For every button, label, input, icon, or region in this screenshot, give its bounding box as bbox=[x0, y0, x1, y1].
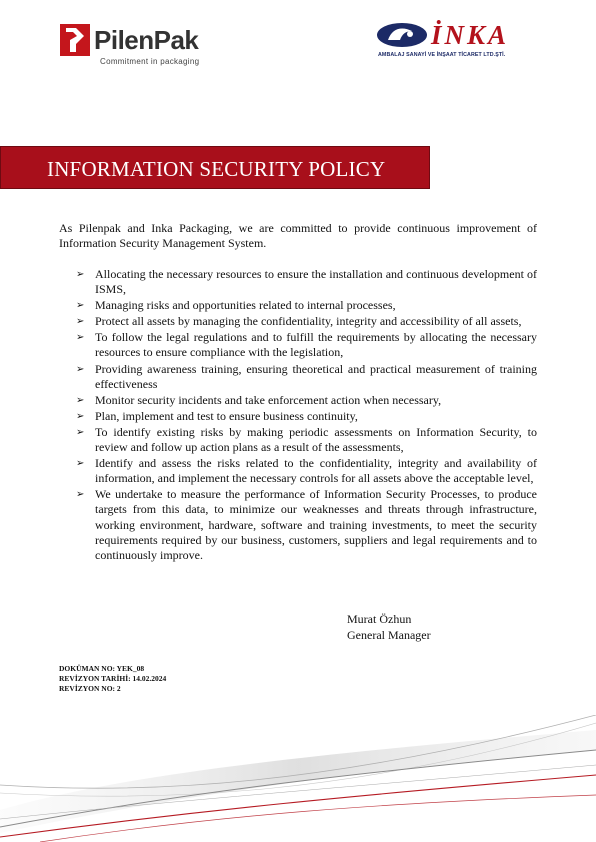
document-info bbox=[59, 664, 166, 694]
arrow-bullet-icon: ➢ bbox=[76, 269, 85, 280]
list-item: ➢ Managing risks and opportunities related to internal processes, bbox=[76, 298, 396, 313]
arrow-bullet-icon: ➢ bbox=[76, 394, 85, 406]
pilenpak-logo bbox=[60, 22, 230, 72]
arrow-bullet-icon: ➢ bbox=[76, 489, 85, 501]
arrow-bullet-icon: ➢ bbox=[76, 300, 85, 312]
arrow-bullet-icon: ➢ bbox=[76, 426, 85, 438]
list-item: ➢ Protect all assets by managing the confidentiality, integrity and accessibility of all assets, bbox=[76, 314, 522, 329]
list-item: ➢ Allocating the necessary resources to ensure the installation and continuous development of ISMS, bbox=[76, 267, 537, 297]
signatory-name: Murat Özhun bbox=[347, 612, 412, 626]
inka-subtitle: AMBALAJ SANAYİ VE İNŞAAT TİCARET LTD.ŞTİ. bbox=[378, 52, 506, 58]
pilenpak-tagline: Commitment in packaging bbox=[100, 57, 200, 66]
inka-brand: İNKA bbox=[431, 20, 510, 50]
arrow-bullet-icon: ➢ bbox=[76, 316, 85, 328]
revision-number: REVİZYON NO: 2 bbox=[59, 684, 121, 693]
signatory-role: General Manager bbox=[347, 628, 431, 642]
arrow-bullet-icon: ➢ bbox=[76, 410, 85, 422]
list-item: ➢ Identify and assess the risks related to the confidentiality, integrity and availability of information, and implement the necessary controls for all assets above the acceptable level, bbox=[76, 456, 537, 486]
arrow-bullet-icon: ➢ bbox=[76, 363, 85, 375]
pilenpak-mark-icon bbox=[60, 24, 90, 56]
title-banner bbox=[0, 146, 430, 189]
arrow-bullet-icon: ➢ bbox=[76, 458, 85, 470]
list-item: ➢ To follow the legal regulations and to fulfill the requirements by allocating the necessary resources to ensure compliance with the legislation, bbox=[76, 330, 537, 360]
inka-logo bbox=[376, 22, 536, 64]
pilenpak-brand: PilenPak bbox=[94, 25, 199, 55]
revision-date: REVİZYON TARİHİ: 14.02.2024 bbox=[59, 674, 167, 683]
signature-block bbox=[347, 611, 431, 643]
list-item: ➢ To identify existing risks by making periodic assessments on Information Security, to review and follow up action plans as a result of the assessments, bbox=[76, 424, 537, 455]
doc-number: DOKÜMAN NO: YEK_08 bbox=[59, 664, 145, 673]
intro-paragraph: As Pilenpak and Inka Packaging, we are committed to provide continuous improvement of Information Security Management System. bbox=[59, 221, 537, 250]
policy-list bbox=[76, 267, 537, 564]
list-item: ➢ Monitor security incidents and take enforcement action when necessary, bbox=[76, 392, 442, 407]
footer-swoosh-decoration bbox=[0, 715, 596, 842]
inka-mark-icon bbox=[376, 22, 428, 48]
list-item: ➢ Providing awareness training, ensuring theoretical and practical measurement of training effectiveness bbox=[76, 361, 537, 391]
list-item: ➢ Plan, implement and test to ensure business continuity, bbox=[76, 408, 358, 423]
page-title: INFORMATION SECURITY POLICY bbox=[47, 157, 386, 181]
list-item: ➢ We undertake to measure the performance of Information Security Processes, to produce targets from this data, to minimize our weaknesses and threats through infrastructure, working environment, hardware, software and training investments, to meet the security requirements required by our business, customers, suppliers and legal requirements and to continuously improve. bbox=[76, 487, 537, 562]
arrow-bullet-icon: ➢ bbox=[76, 332, 85, 344]
